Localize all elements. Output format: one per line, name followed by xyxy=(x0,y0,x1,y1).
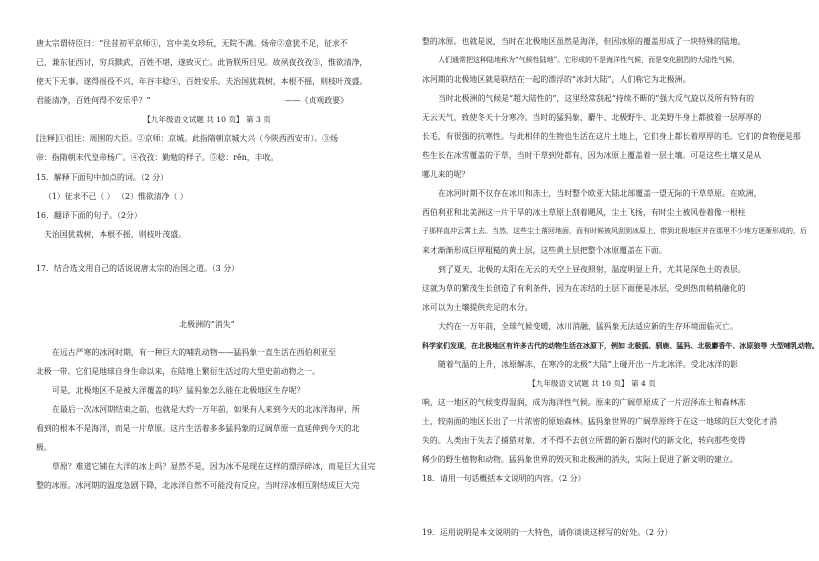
article-paragraph: 子那样直冲云霄上去。当然，这些尘土落回地面，而有时候被风刮到冰原上，带到北极地区并在那里不少地方逐渐形成的，后 xyxy=(422,227,807,235)
article-paragraph: 冰河期的北极地区就是联结在一起的漂浮的“冰封大陆”，人们称它为北极洲。 xyxy=(422,75,691,84)
annotation-line: [注释]①徂往：周围的大臣。②京师：京城。此指隋朝京城大兴（今陕西西安市）。③炀 xyxy=(36,134,339,143)
page-footer: 【九年级语文试题 共 10 页】 第 3 页 xyxy=(143,115,271,124)
passage-line: 唐太宗谓侍臣曰：“往昔初平京师①，宫中美女珍玩，无院不满。炀帝②意犹不足，征求不 xyxy=(36,39,348,48)
article-paragraph: 极。 xyxy=(36,443,52,452)
article-paragraph: 冰可以为土壤提供充足的水分。 xyxy=(422,303,533,312)
article-paragraph: 无云天气，致使冬天十分寒冷。当时的猛犸象、麝牛、北极野牛、北美野牛身上都披着一层厚厚的 xyxy=(422,113,762,122)
article-paragraph: 当时北极洲的气候是“超大陆性的”，这里经常刮起“持续不断的”强大反气旋以及所有特有的 xyxy=(438,94,754,103)
article-paragraph: 哪儿来的呢？ xyxy=(422,170,470,179)
article-paragraph: 稀少的野生植物和动物。猛犸象世界的毁灭和北极洲的消失，实际上促进了新文明的建立。 xyxy=(422,455,738,464)
annotation-line: 帝：指隋朝末代皇帝杨广。④孜孜：勤勉的样子。⑤稔：rěn，丰收。 xyxy=(36,153,279,162)
source-citation: ——《贞观政要》 xyxy=(284,96,348,105)
article-title: 北极洲的“消失” xyxy=(179,320,235,329)
question-19: 19．运用说明是本文说明的一大特色，请你谈谈这样写的好处。（2 分） xyxy=(422,528,673,537)
article-paragraph: 西伯利亚和北美洲这一片干旱的冰土草原上刮着飓风，尘土飞扬，有时尘土被风卷着像一根柱 xyxy=(422,208,746,217)
article-paragraph: 可是，北极地区不是被大洋覆盖的吗？猛犸象怎么能在北极地区生存呢？ xyxy=(52,386,305,395)
article-paragraph: 科学家们发现，在北极地区有许多古代的动物生活在冰原下，例如 北极狐、驯鹿、猛犸、北极麝香牛、冰原狼等 大型哺乳动物。 xyxy=(422,341,819,350)
left-column xyxy=(36,0,378,561)
article-paragraph: 在冰河时期不仅存在冰川和冻土，当时整个欧亚大陆北部覆盖一望无际的干草草原。在欧洲， xyxy=(438,189,762,198)
question-15-items: （1）征求不已（ ） （2）惟欲清净（ ） xyxy=(44,192,188,201)
passage-line: 使天下无事。遂得徭役不兴，年谷丰稔④，百姓安乐。夫治国犹栽树，本根不摇，则枝叶茂盛。 xyxy=(36,77,368,86)
article-paragraph: 草原？难道它铺在大洋的冰上吗？显然不是，因为冰不是现在这样的漂浮碎冰，而是巨大且完 xyxy=(52,462,376,471)
passage-line: 君能清净，百姓何得不安乐乎？” xyxy=(36,96,151,105)
article-paragraph: 响，这一地区的气候变得湿润，成为海洋性气候。原来的广阔草原成了一片沼泽冻土和森林冻 xyxy=(422,398,746,407)
article-paragraph: 来才渐渐形成巨厚粗糙的黄土层，这些黄土层把整个冰原覆盖在下面。 xyxy=(422,246,667,255)
question-16-sentence: 夫治国犹栽树，本根不摇，则枝叶茂盛。 xyxy=(44,230,187,239)
article-paragraph: 在远古严寒的冰河时期，有一种巨大的哺乳动物——猛犸象一直生活在西伯利亚至 xyxy=(52,348,337,357)
page-footer: 【九年级语文试题 共 10 页】 第 4 页 xyxy=(528,379,656,388)
article-paragraph: 整的冰原。也就是说，当时在北极地区虽然是海洋，但因冰原的覆盖形成了一块特殊的陆地。 xyxy=(422,37,746,46)
article-paragraph: 大约在一万年前，全球气候变暖，冰川消融，猛犸象无法适应新的生存环境面临灭亡。 xyxy=(438,322,738,331)
article-paragraph: 在最后一次冰河期结束之前，也就是大约一万年前，如果有人来到今天的北冰洋海岸，所 xyxy=(52,405,360,414)
question-15: 15．解释下面句中加点的词。（2 分） xyxy=(36,173,168,182)
article-paragraph: 些生长在冰雪覆盖的干草，当时干草到处都有，因为冰原上覆盖着一层土壤。可是这些土壤又是从 xyxy=(422,151,762,160)
article-paragraph: 随着气温的上升，冰原解冻，在寒冷的北极“大陆”上碰开出一片北冰洋。受北冰洋的影 xyxy=(438,360,739,369)
article-paragraph: 失的。人类由于失去了捕猎对象，才不得不去创立所谓的新石器时代的新文化，转向那些变得 xyxy=(422,436,746,445)
article-paragraph: 长毛，有很强的抗寒性。与此相伴的生物也生活在这片土地上，它们身上都长着厚厚的毛。它们的食物便是那 xyxy=(422,132,801,141)
article-paragraph: 整的冰原。冰河期的温度急剧下降，北冰洋自然不可能没有反应，当时浮冰相互附结成巨大完 xyxy=(36,481,360,490)
question-16: 16．翻译下面的句子。（2分） xyxy=(36,211,142,220)
article-paragraph: 人们通常把这种陆地称为“气候性陆地”。它形成的不是海洋性气候，而是变化剧烈的大陆性气候， xyxy=(438,56,740,64)
question-18: 18．请用一句话概括本文说明的内容。（2 分） xyxy=(422,474,586,483)
article-paragraph: 到了夏天，北极的太阳在无云的天空上昼夜照射，温度明显上升，尤其是深色土的表层。 xyxy=(438,265,746,274)
article-paragraph: 土，较南面的地区长出了一片浓密的原始森林。猛犸象世界的广阔草原终于在这一地球的巨大变化才消 xyxy=(422,417,778,426)
question-17: 17．结合选文用自己的话说说唐太宗的治国之道。（3 分） xyxy=(36,264,239,273)
right-column xyxy=(422,0,819,561)
article-paragraph: 这就为草的繁茂生长创造了有利条件，因为在冻结的土层下面便是冰层，受到热而稍稍融化的 xyxy=(422,284,746,293)
passage-line: 已，兼东征西讨，穷兵黩武，百姓不堪，遂致灭亡。此皆朕所目见。故夙夜孜孜③，惟欲清净， xyxy=(36,58,368,67)
article-paragraph: 北极一带。它们是地球自身生命以来，在陆地上繁衍生活过的大型史前动物之一。 xyxy=(36,367,321,376)
article-paragraph: 看到的根本不是海洋，而是一片草原。这片生活着多多猛犸象的辽阔草原一直延伸到今天的北 xyxy=(36,424,360,433)
